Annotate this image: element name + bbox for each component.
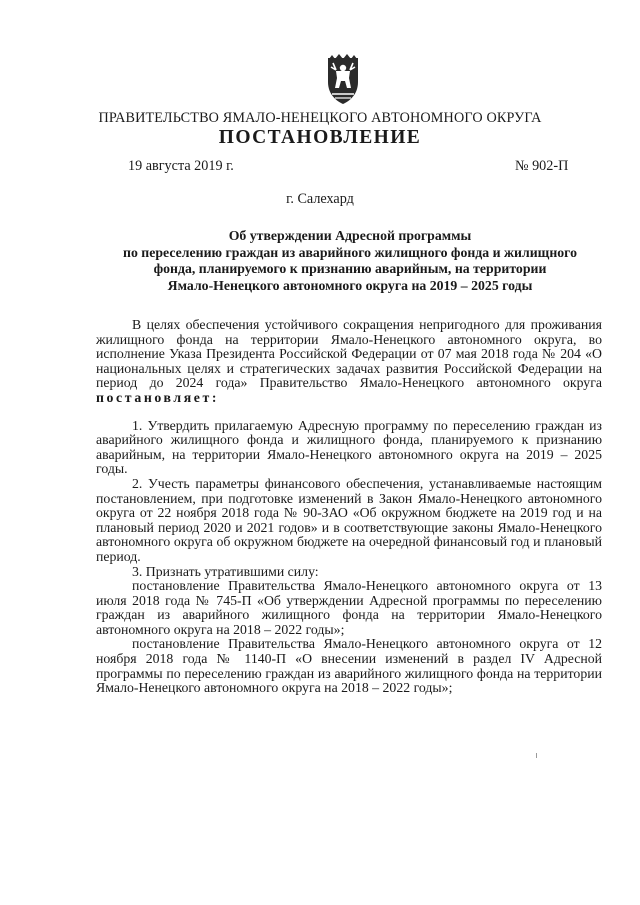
preamble-text: В целях обеспечения устойчивого сокращения непригодного для проживания жилищного фонда на территории Ямало-Ненецкого автономного округа, во исполнение Указа Президента Российской Федерации от 07 мая 2018 года № 204 «О национальных целях и стратегических задачах развития Российской Федерации на период до 2024 года» Правительство Ямало-Ненецкого автономного округа [96,317,602,391]
coat-of-arms-emblem [321,54,365,106]
document-heading [90,228,610,294]
document-city: г. Салехард [286,191,354,207]
heading-line: фонда, планируемого к признанию аварийным, на территории [153,261,547,277]
item-1: 1. Утвердить прилагаемую Адресную программу по переселению граждан из аварийного жилищного фонда и жилищного фонда, планируемого к признанию аварийным, на территории Ямало-Ненецкого автономного округа на 2019 – 2025 годы. [96,417,602,477]
repealed-act-2: постановление Правительства Ямало-Ненецкого автономного округа от 12 ноября 2018 года № 1140-П «О внесении изменений в раздел IV Адресной программы по переселению граждан из аварийного жилищного фонда на территории Ямало-Ненецкого автономного округа на 2018 – 2022 годы»; [96,636,602,696]
repealed-act-1: постановление Правительства Ямало-Ненецкого автономного округа от 13 июля 2018 года № 745-П «Об утверждении Адресной программы по переселению граждан из аварийного жилищного фонда на территории Ямало-Ненецкого автономного округа на 2018 – 2022 годы»; [96,578,602,637]
scan-mark [536,753,537,758]
item-3: 3. Признать утратившими силу: [132,563,319,579]
document-type-title: ПОСТАНОВЛЕНИЕ [218,127,422,148]
document-body [96,318,602,696]
document-number: № 902-П [515,158,569,174]
item-2: 2. Учесть параметры финансового обеспечения, устанавливаемые настоящим постановлением, при подготовке изменений в Закон Ямало-Ненецкого автономного округа от 22 ноября 2018 года № 90-ЗАО «Об окружном бюджете на 2019 год и на плановый период 2020 и 2021 годов» и в соответствующие законы Ямало-Ненецкого автономного округа об окружном бюджете на очередной финансовый год и плановый период. [96,475,602,564]
government-name: ПРАВИТЕЛЬСТВО ЯМАЛО-НЕНЕЦКОГО АВТОНОМНОГО ОКРУГА [98,110,542,126]
preamble-paragraph [96,318,602,406]
heading-line: Об утверждении Адресной программы [228,228,472,243]
decree-word: постановляет: [96,389,220,405]
heading-line: Ямало-Ненецкого автономного округа на 2019 – 2025 годы [167,277,533,293]
document-date: 19 августа 2019 г. [128,158,234,174]
heading-line: по переселению граждан из аварийного жилищного фонда и жилищного [123,244,577,260]
